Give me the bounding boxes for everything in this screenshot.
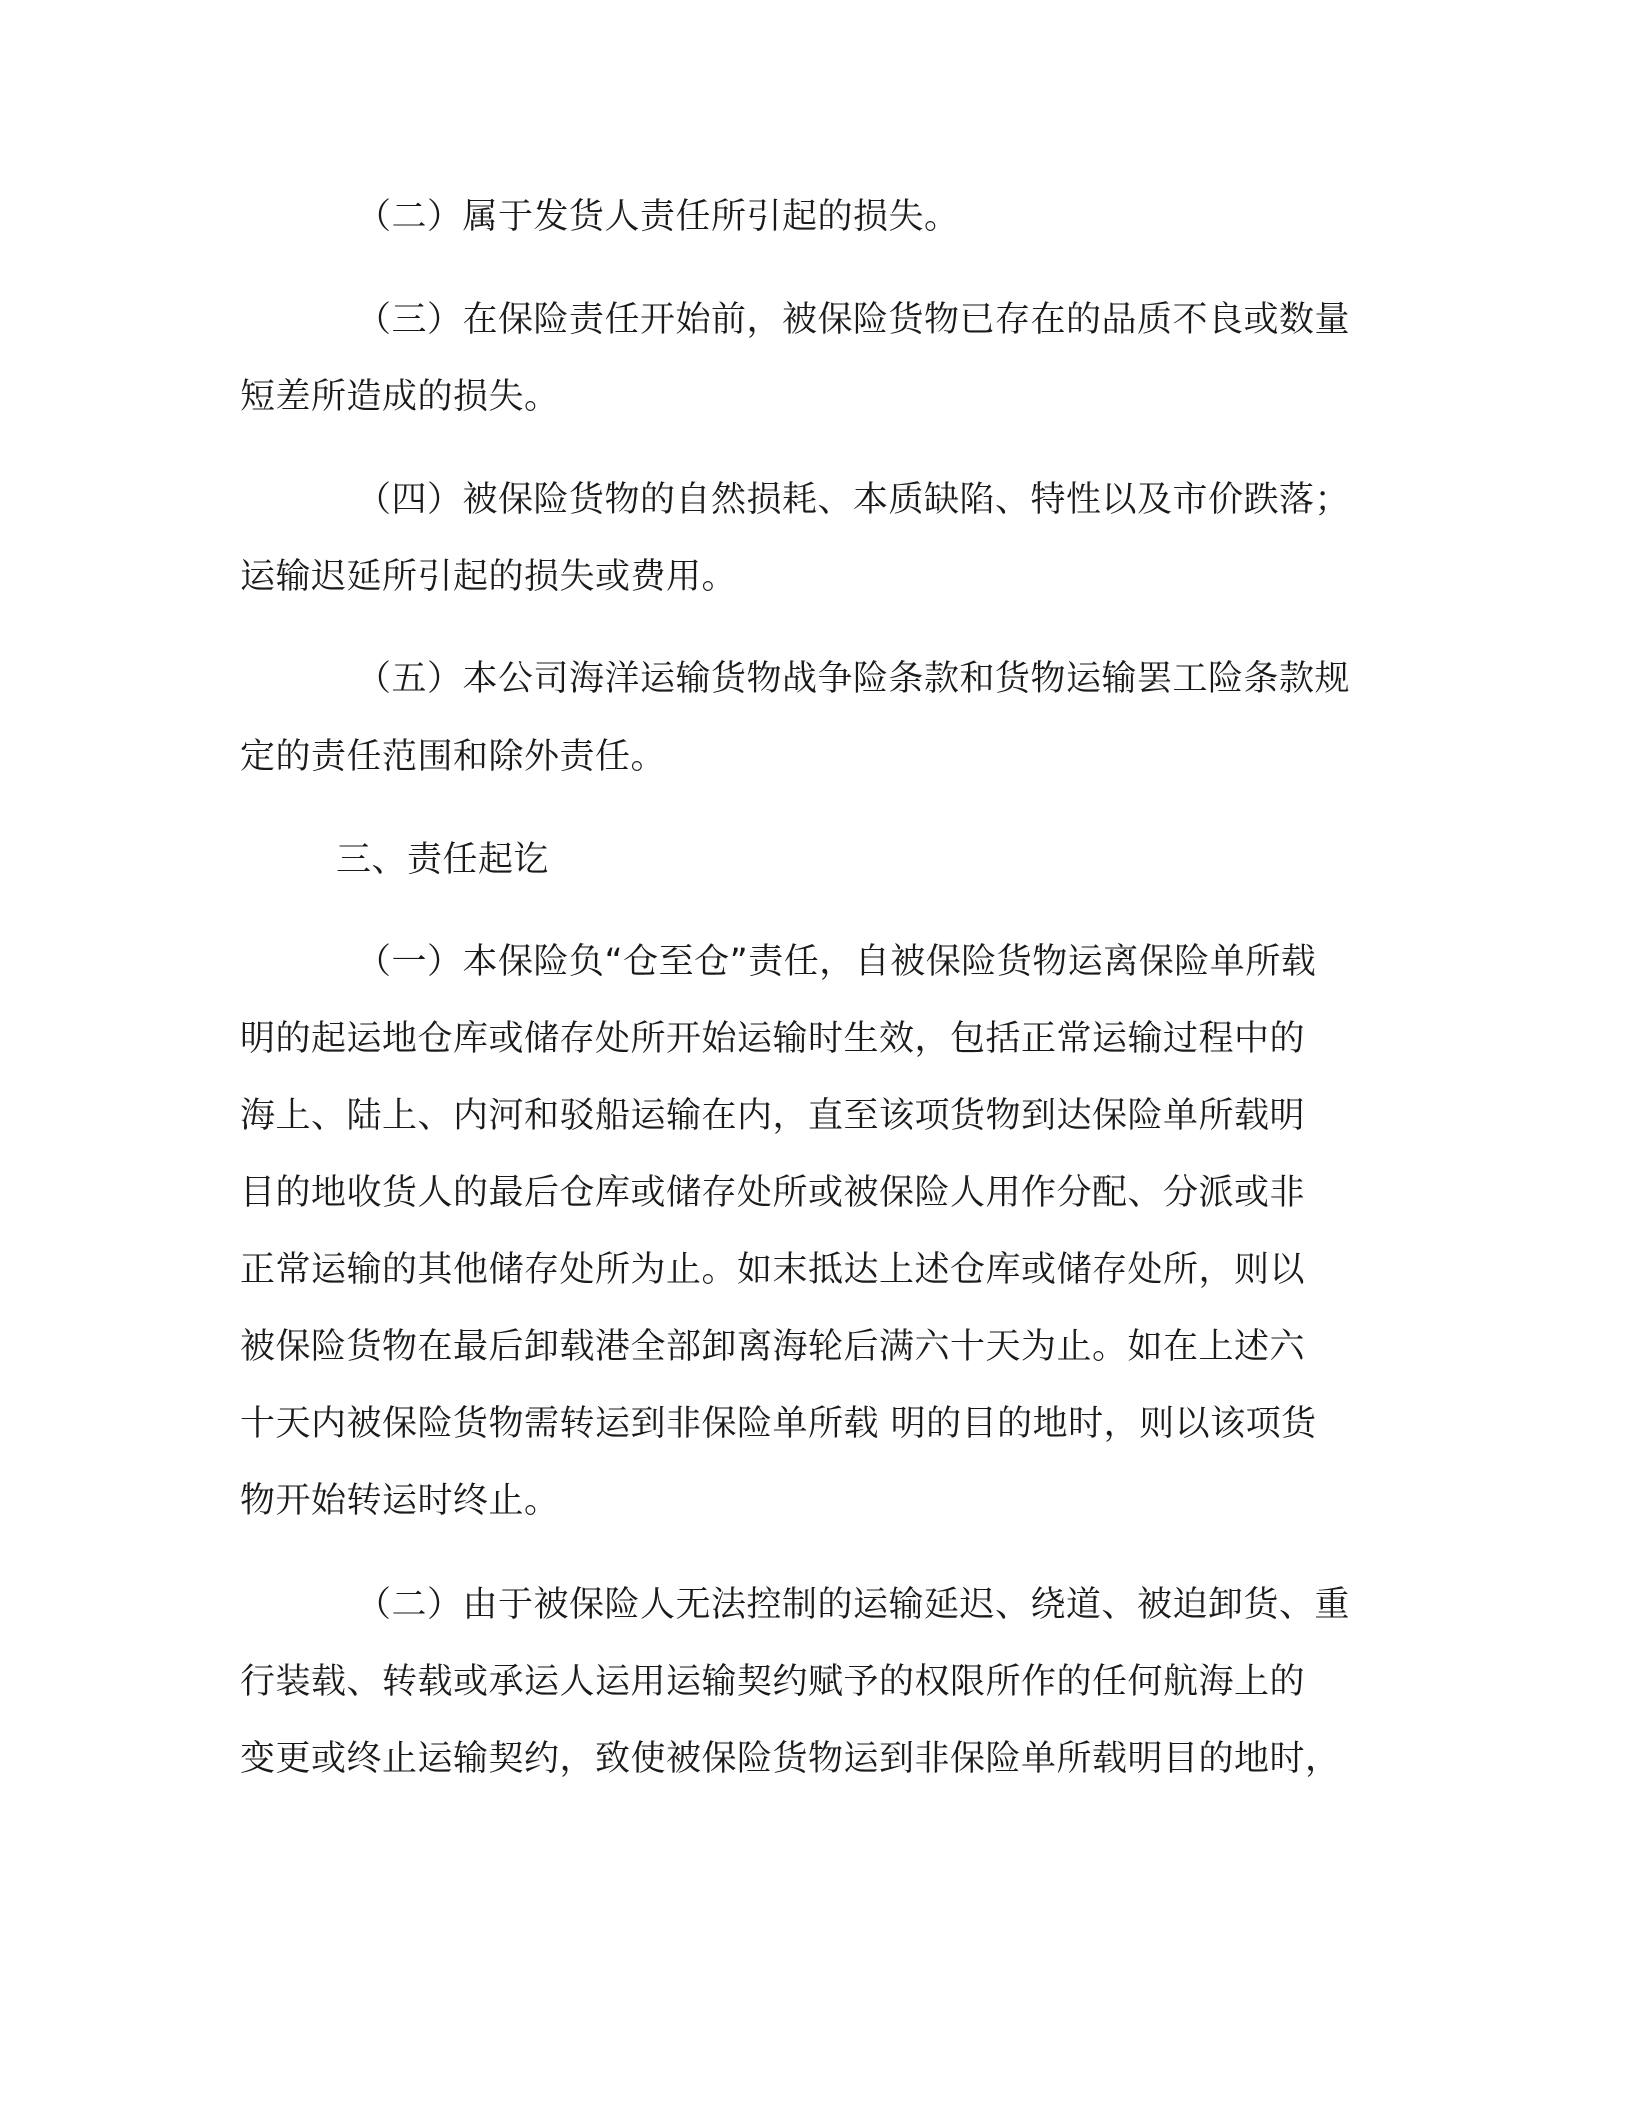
clause-3-2-line-1: （二）由于被保险人无法控制的运输延迟、绕道、被迫卸货、重 <box>356 1585 1351 1625</box>
clause-2-4-line-2: 运输迟延所引起的损失或费用。 <box>240 557 738 597</box>
clause-2-4-line-1: （四）被保险货物的自然损耗、本质缺陷、特性以及市价跌落； <box>356 480 1351 520</box>
clause-2-3-line-1: （三）在保险责任开始前，被保险货物已存在的品质不良或数量 <box>356 300 1351 340</box>
clause-3-1-line-2: 明的起运地仓库或储存处所开始运输时生效，包括正常运输过程中的 <box>240 1019 1306 1059</box>
clause-3-1-line-6: 被保险货物在最后卸载港全部卸离海轮后满六十天为止。如在上述六 <box>240 1327 1306 1367</box>
clause-3-2-line-2: 行装载、转载或承运人运用运输契约赋予的权限所作的任何航海上的 <box>240 1662 1306 1702</box>
clause-2-3-line-2: 短差所造成的损失。 <box>240 377 560 417</box>
clause-2-2-line: （二）属于发货人责任所引起的损失。 <box>356 197 960 237</box>
clause-3-1-line-4: 目的地收货人的最后仓库或储存处所或被保险人用作分配、分派或非 <box>240 1173 1306 1213</box>
clause-3-1-line-3: 海上、陆上、内河和驳船运输在内，直至该项货物到达保险单所载明 <box>240 1096 1306 1136</box>
clause-3-1-line-5: 正常运输的其他储存处所为止。如末抵达上述仓库或储存处所，则以 <box>240 1250 1306 1290</box>
clause-3-2-line-3: 变更或终止运输契约，致使被保险货物运到非保险单所载明目的地时， <box>240 1739 1341 1779</box>
clause-3-1-line-8: 物开始转运时终止。 <box>240 1481 560 1521</box>
clause-3-1-line-1: （一）本保险负“仓至仓”责任，自被保险货物运离保险单所载 <box>356 942 1317 982</box>
clause-3-1-line-7: 十天内被保险货物需转运到非保险单所载 明的目的地时，则以该项货 <box>240 1404 1317 1444</box>
clause-2-5-line-1: （五）本公司海洋运输货物战争险条款和货物运输罢工险条款规 <box>356 659 1351 699</box>
section-heading: 三、责任起讫 <box>336 840 550 880</box>
clause-2-5-line-2: 定的责任范围和除外责任。 <box>240 737 667 777</box>
